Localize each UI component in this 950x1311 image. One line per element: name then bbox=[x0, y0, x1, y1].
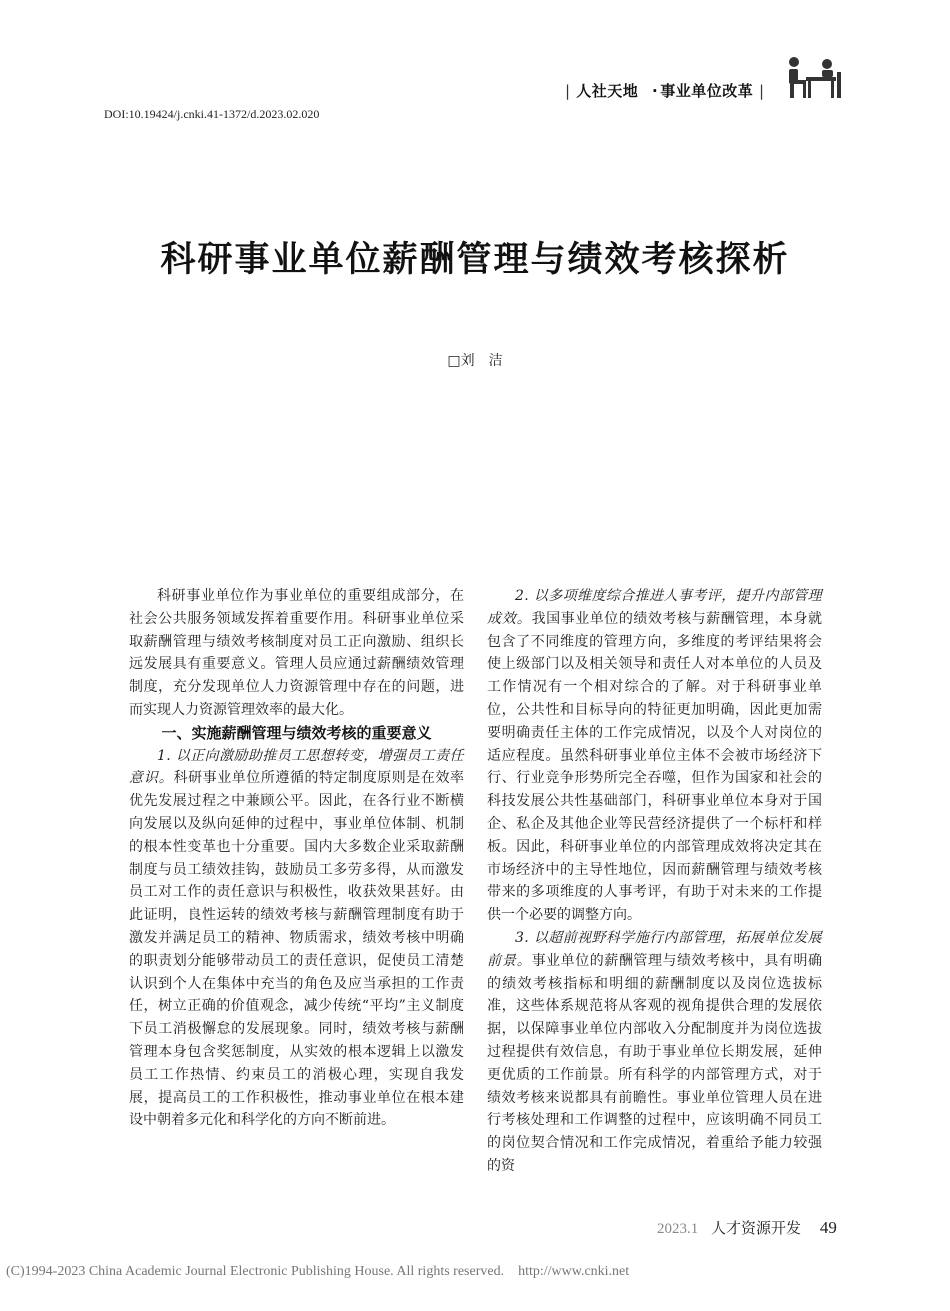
subheading-2: 2. 以多项维度综合推进人事考评，提升内部管理成效。 bbox=[487, 588, 822, 627]
header-dot: · bbox=[652, 82, 659, 100]
paragraph-2 bbox=[487, 585, 822, 927]
article-title: 科研事业单位薪酬管理与绩效考核探析 bbox=[160, 240, 790, 280]
subheading-3: 3. 以超前视野科学施行内部管理，拓展单位发展前景。 bbox=[487, 929, 822, 969]
header-section-label: 人社天地 bbox=[576, 82, 639, 100]
page-number: 49 bbox=[819, 1218, 837, 1237]
right-column bbox=[487, 585, 822, 1178]
paragraph-1 bbox=[129, 745, 464, 1133]
footer-journal: 人才资源开发 bbox=[711, 1219, 802, 1237]
intro-paragraph: 科研事业单位作为事业单位的重要组成部分，在社会公共服务领域发挥着重要作用。科研事业单位采取薪酬管理与绩效考核制度对员工正向激励、组织长远发展具有重要意义。管理人员应通过薪酬绩效管理制度，充分发现单位人力资源管理中存在的问题，进而实现人力资源管理效率的最大化。 bbox=[129, 588, 464, 718]
section-heading-1: 一、实施薪酬管理与绩效考核的重要意义 bbox=[161, 723, 432, 742]
page-footer bbox=[657, 1217, 837, 1238]
footer-year: 2023.1 bbox=[657, 1221, 699, 1237]
header-subsection-label: 事业单位改革 bbox=[660, 82, 754, 100]
author: □刘 洁 bbox=[447, 353, 503, 369]
paragraph-3-body: 事业单位的薪酬管理与绩效考核中，具有明确的绩效考核指标和明细的薪酬制度以及岗位选拔标准，这些体系规范将从客观的视角提供合理的发展依据，以保障事业单位内部收入分配制度并为岗位选拔过程提供有效信息，有助于事业单位长期发展，延伸更优质的工作前景。所有科学的内部管理方式，对于绩效考核来说都具有前瞻性。事业单位管理人员在进行考核处理和工作调整的过程中，应该明确不同员工的岗位契合情况和工作完成情况，着重给予能力较强的资 bbox=[487, 952, 823, 1174]
paragraph-3 bbox=[487, 927, 822, 1178]
paragraph-2-body: 我国事业单位的绩效考核与薪酬管理，本身就包含了不同维度的管理方向，多维度的考评结果将会使上级部门以及相关领导和责任人对本单位的人员及工作情况有一个相对综合的了解。对于科研事业单位，公共性和目标导向的特征更加明确，因此更加需要明确责任主体的工作完成情况，以及个人对岗位的适应程度。虽然科研事业单位主体不会被市场经济下行、行业竞争形势所完全吞噬，但作为国家和社会的科技发展公共性基础部门，科研事业单位本身对于国企、私企及其他企业等民营经济提供了一个标杆和样板。因此，科研事业单位的内部管理成效将决定其在市场经济中的主导性地位，因而薪酬管理与绩效考核带来的多项维度的人事考评，有助于对未来的工作提供一个必要的调整方向。 bbox=[487, 610, 823, 924]
doi: DOI:10.19424/j.cnki.41-1372/d.2023.02.020 bbox=[104, 107, 320, 121]
header-bar-right: | bbox=[759, 82, 765, 100]
running-header bbox=[565, 80, 765, 101]
left-column bbox=[129, 585, 464, 1132]
subheading-1: 1. 以正向激励助推员工思想转变，增强员工责任意识。 bbox=[129, 747, 464, 787]
people-at-desk-icon bbox=[786, 56, 844, 102]
copyright-watermark: (C)1994-2023 China Academic Journal Electronic Publishing House. All rights reserved. http://www.cnki.net bbox=[6, 1264, 630, 1279]
paragraph-1-body: 科研事业单位所遵循的特定制度原则是在效率优先发展过程之中兼顾公平。因此，在各行业不断横向发展以及纵向延伸的过程中，事业单位体制、机制的根本性变革也十分重要。国内大多数企业采取薪酬制度与员工绩效挂钩，鼓励员工多劳多得，从而激发员工对工作的责任意识与积极性，收获效果甚好。由此证明，良性运转的绩效考核与薪酬管理制度有助于激发并满足员工的精神、物质需求，绩效考核中明确的职责划分能够带动员工的责任意识，促使员工清楚认识到个人在集体中充当的角色及应当承担的工作责任，树立正确的价值观念，减少传统“平均”主义制度下员工消极懈怠的发展现象。同时，绩效考核与薪酬管理本身包含奖惩制度，从实效的根本逻辑上以激发员工工作热情、约束员工的消极心理，实现自我发展，提高员工的工作积极性，推动事业单位在根本建设中朝着多元化和科学化的方向不断前进。 bbox=[129, 770, 465, 1129]
header-bar-left: | bbox=[565, 82, 571, 100]
